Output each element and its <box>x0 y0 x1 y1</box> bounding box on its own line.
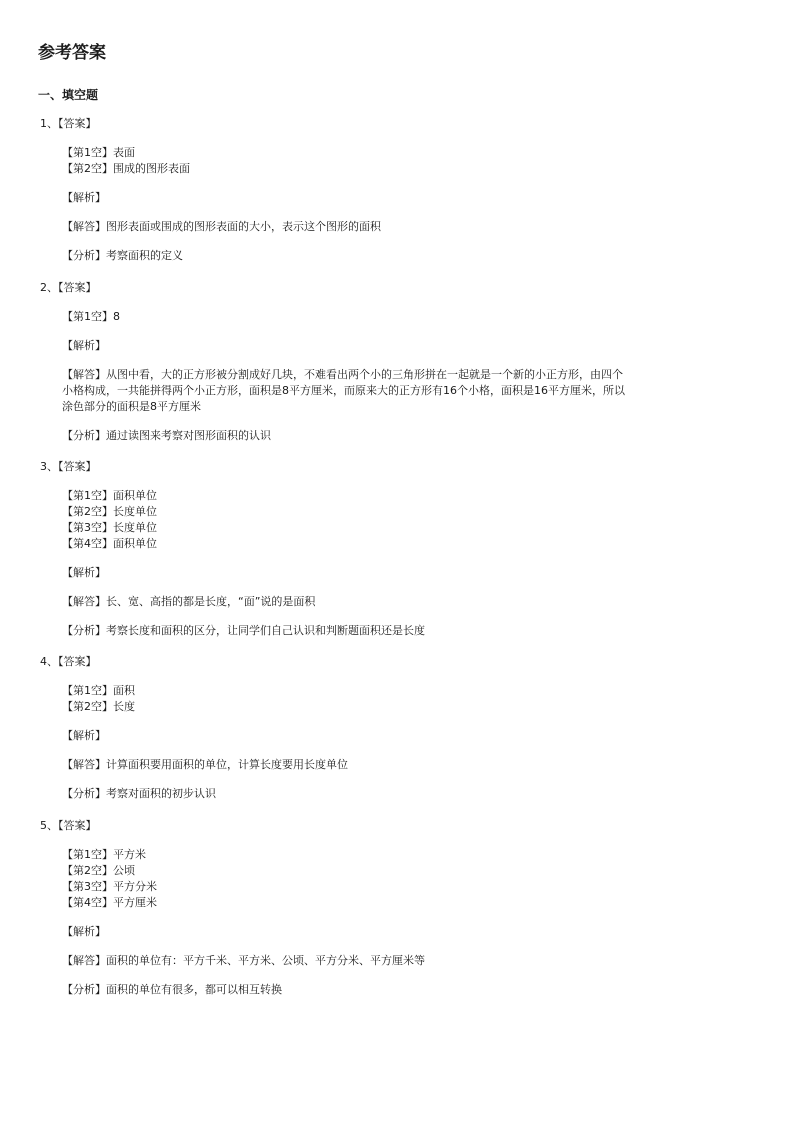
answer-blank-3: 【第3空】平方分米 <box>62 880 157 893</box>
answer-blank-1: 【第1空】8 <box>62 310 120 323</box>
answer-blank-4: 【第4空】平方厘米 <box>62 896 157 909</box>
answer-label: 【答案】 <box>58 117 97 130</box>
question-1-header <box>40 116 730 132</box>
analysis-label: 【解析】 <box>62 339 106 352</box>
question-4-header <box>40 654 730 670</box>
answer-label: 【答案】 <box>58 819 97 832</box>
answer-list <box>62 683 730 715</box>
answer-label: 【答案】 <box>58 281 97 294</box>
answer-list <box>62 488 730 552</box>
answer-blank-1: 【第1空】表面 <box>62 146 135 159</box>
question-3-header <box>40 459 730 475</box>
question-3 <box>40 459 730 639</box>
question-number: 1、 <box>40 117 58 130</box>
question-2 <box>40 280 730 444</box>
answer-label: 【答案】 <box>58 655 97 668</box>
question-5 <box>40 818 730 998</box>
answer-list <box>62 145 730 177</box>
question-number: 3、 <box>40 460 58 473</box>
comment-text: 【分析】考察对面积的初步认识 <box>62 787 216 800</box>
answer-blank-2: 【第2空】围成的图形表面 <box>62 162 190 175</box>
answer-blank-1: 【第1空】面积单位 <box>62 489 157 502</box>
question-number: 5、 <box>40 819 58 832</box>
question-number: 4、 <box>40 655 58 668</box>
solution-line-1: 【解答】从图中看，大的正方形被分割成好几块，不难看出两个小的三角形拼在一起就是一个新的小正方形，由四个 <box>62 368 623 381</box>
answer-list <box>62 309 730 325</box>
solution-text: 【解答】面积的单位有：平方千米、平方米、公顷、平方分米、平方厘米等 <box>62 954 425 967</box>
question-5-header <box>40 818 730 834</box>
question-1 <box>40 116 730 264</box>
question-number: 2、 <box>40 281 58 294</box>
analysis-label: 【解析】 <box>62 925 106 938</box>
answer-blank-1: 【第1空】平方米 <box>62 848 146 861</box>
answer-label: 【答案】 <box>58 460 97 473</box>
solution-line-3: 涂色部分的面积是8平方厘米 <box>62 400 201 413</box>
answer-blank-4: 【第4空】面积单位 <box>62 537 157 550</box>
page-title: 参考答案 <box>38 43 106 63</box>
answer-blank-2: 【第2空】长度 <box>62 700 135 713</box>
comment-text: 【分析】面积的单位有很多，都可以相互转换 <box>62 983 282 996</box>
analysis-label: 【解析】 <box>62 729 106 742</box>
solution-text: 【解答】长、宽、高指的都是长度，“面”说的是面积 <box>62 595 316 608</box>
comment-text: 【分析】通过读图来考察对图形面积的认识 <box>62 429 271 442</box>
question-4 <box>40 654 730 802</box>
answer-blank-3: 【第3空】长度单位 <box>62 521 157 534</box>
solution-line-2: 小格构成，一共能拼得两个小正方形，面积是8平方厘米，而原来大的正方形有16个小格，面积是16平方厘米，所以 <box>62 384 625 397</box>
comment-text: 【分析】考察长度和面积的区分，让同学们自己认识和判断题面积还是长度 <box>62 624 425 637</box>
analysis-label: 【解析】 <box>62 566 106 579</box>
section-title: 一、填空题 <box>38 88 99 102</box>
answer-blank-2: 【第2空】长度单位 <box>62 505 157 518</box>
solution-text <box>62 367 730 415</box>
question-2-header <box>40 280 730 296</box>
solution-text: 【解答】计算面积要用面积的单位，计算长度要用长度单位 <box>62 758 348 771</box>
answer-blank-2: 【第2空】公顷 <box>62 864 135 877</box>
solution-text: 【解答】图形表面或围成的图形表面的大小，表示这个图形的面积 <box>62 220 381 233</box>
answer-blank-1: 【第1空】面积 <box>62 684 135 697</box>
analysis-label: 【解析】 <box>62 191 106 204</box>
answer-list <box>62 847 730 911</box>
comment-text: 【分析】考察面积的定义 <box>62 249 183 262</box>
